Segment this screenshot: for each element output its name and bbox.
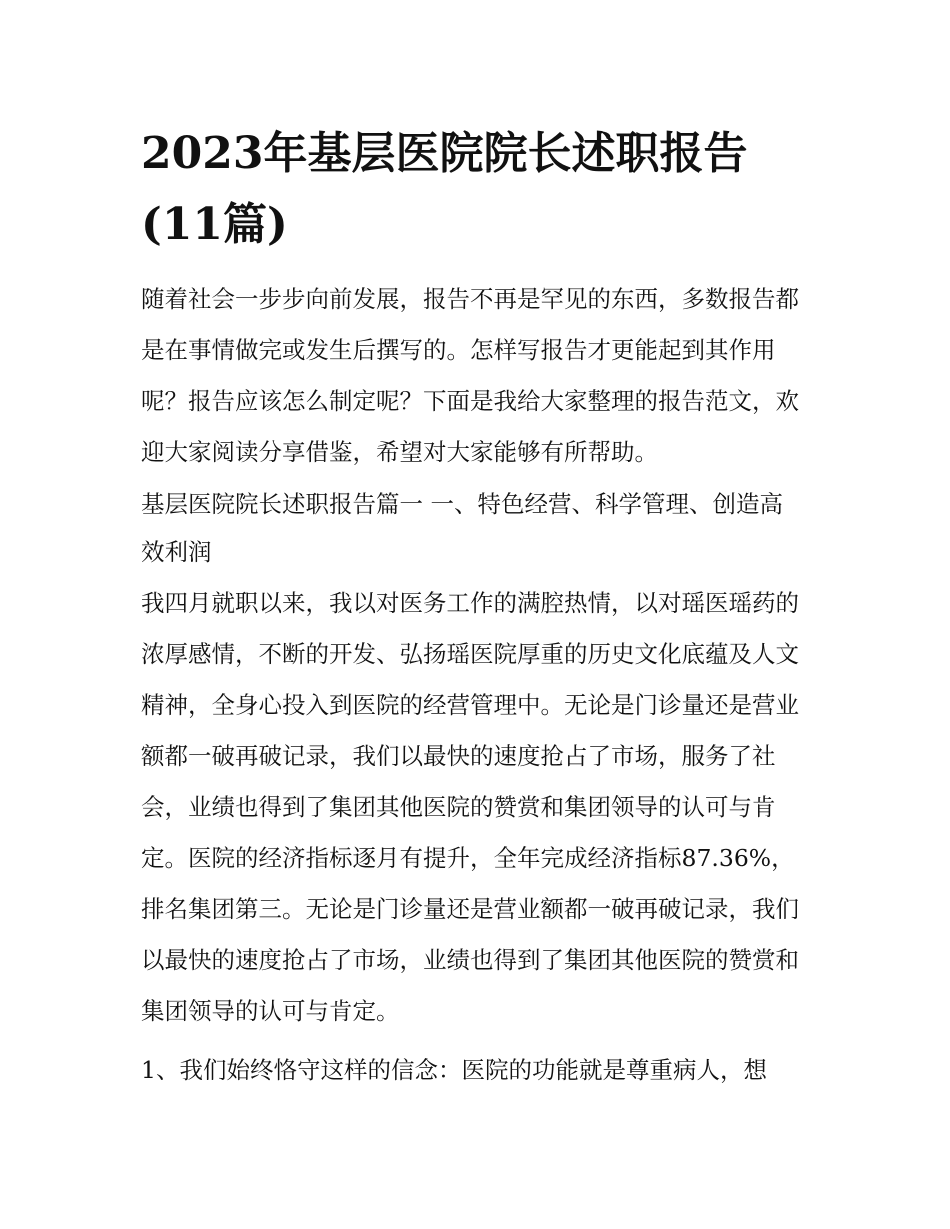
document-title: 2023年基层医院院长述职报告(11篇)	[141, 128, 748, 250]
body-paragraph-1: 我四月就职以来，我以对医务工作的满腔热情，以对瑶医瑶药的浓厚感情，不断的开发、弘扬瑶医院厚重的历史文化底蕴及人文精神，全身心投入到医院的经营管理中。无论是门诊量还是营业额都一破再破记录，我们以最快的速度抢占了市场，服务了社会，业绩也得到了集团其他医院的赞赏和集团领导的认可与肯定。医院的经济指标逐月有提升，全年完成经济指标87.36%，排名集团第三。无论是门诊量还是营业额都一破再破记录，我们以最快的速度抢占了市场，业绩也得到了集团其他医院的赞赏和集团领导的认可与肯定。	[141, 589, 799, 1025]
intro-paragraph: 随着社会一步步向前发展，报告不再是罕见的东西，多数报告都是在事情做完或发生后撰写的。怎样写报告才更能起到其作用呢？报告应该怎么制定呢？下面是我给大家整理的报告范文，欢迎大家阅读分享借鉴，希望对大家能够有所帮助。	[141, 285, 799, 466]
document-body	[141, 118, 801, 1096]
body-paragraph-2: 1、我们始终恪守这样的信念：医院的功能就是尊重病人，想	[141, 1056, 767, 1084]
section-heading: 基层医院院长述职报告篇一 一、特色经营、科学管理、创造高效利润	[141, 490, 783, 566]
